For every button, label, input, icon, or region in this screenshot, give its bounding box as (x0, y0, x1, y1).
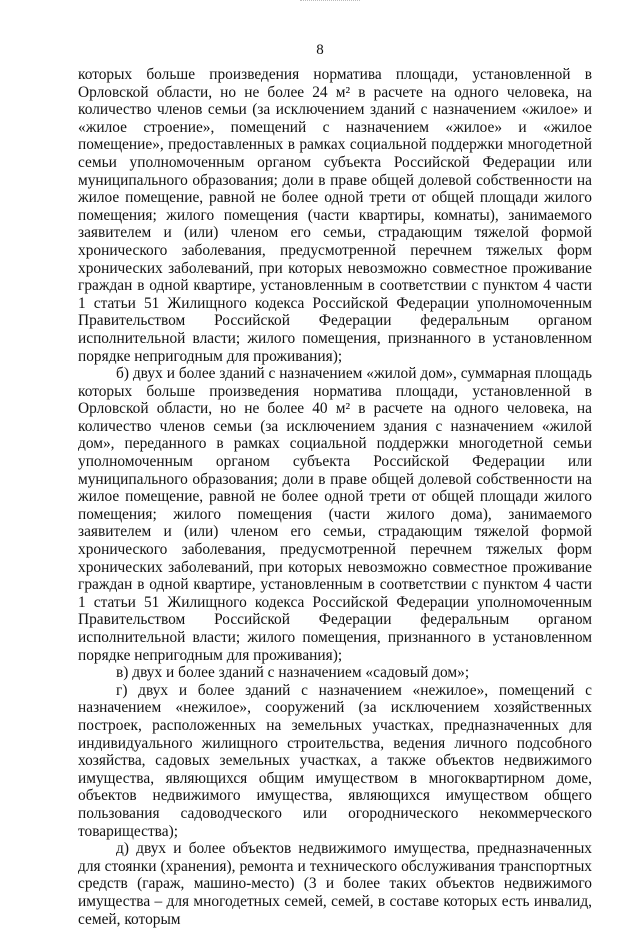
document-body (78, 66, 592, 928)
page-number: 8 (316, 42, 324, 58)
paragraph-item-v: в) двух и более зданий с назначением «садовый дом»; (116, 664, 470, 682)
paragraph-continuation: которых больше произведения норматива площади, установленной в Орловской области, но не более 24 м² в расчете на одного человека, на количество членов семьи (за исключением зданий с назначением «жилое» и «жилое строение», помещений с назначением «жилое» и «жилое помещение», предоставленных в рамках социальной поддержки многодетной семьи уполномоченным органом субъекта Российской Федерации или муниципального образования; доли в праве общей долевой собственности на жилое помещение, равной не более одной трети от общей площади жилого помещения; жилого помещения (части квартиры, комнаты), занимаемого заявителем и (или) членом его семьи, страдающим тяжелой формой хронического заболевания, предусмотренной перечнем тяжелых форм хронических заболеваний, при которых невозможно совместное проживание граждан в одной квартире, установленным в соответствии с пунктом 4 части 1 статьи 51 Жилищного кодекса Российской Федерации уполномоченным Правительством Российской Федерации федеральным органом исполнительной власти; жилого помещения, признанного в установленном порядке непригодным для проживания); (78, 66, 592, 365)
paragraph-item-b: б) двух и более зданий с назначением «жилой дом», суммарная площадь которых больше произведения норматива площади, установленной в Орловской области, но не более 40 м² в расчете на одного человека, на количество членов семьи (за исключением здания с назначением «жилой дом», переданного в рамках социальной поддержки многодетной семьи уполномоченным органом субъекта Российской Федерации или муниципального образования; доли в праве общей долевой собственности на жилое помещение, равной не более одной трети от общей площади жилого помещения; жилого помещения (части жилого дома), занимаемого заявителем и (или) членом его семьи, страдающим тяжелой формой хронического заболевания, предусмотренной перечнем тяжелых форм хронических заболеваний, при которых невозможно совместное проживание граждан в одной квартире, установленным в соответствии с пунктом 4 части 1 статьи 51 Жилищного кодекса Российской Федерации уполномоченным Правительством Российской Федерации федеральным органом исполнительной власти; жилого помещения, признанного в установленном порядке непригодным для проживания); (78, 365, 592, 664)
scan-edge-mark (300, 0, 360, 7)
paragraph-item-d: д) двух и более объектов недвижимого имущества, предназначенных для стоянки (хранения), ремонта и технического обслуживания транспортных средств (гараж, машино-место) (3 и более таких объектов недвижимого имущества – для многодетных семей, семей, в составе которых есть инвалид, семей, которым (78, 840, 592, 928)
paragraph-item-g: г) двух и более зданий с назначением «нежилое», помещений с назначением «нежилое», сооружений (за исключением хозяйственных построек, расположенных на земельных участках, предназначенных для индивидуального жилищного строительства, ведения личного подсобного хозяйства, садовых земельных участках, а также объектов недвижимого имущества, являющихся общим имуществом в многоквартирном доме, объектов недвижимого имущества, являющихся имуществом общего пользования садоводческого или огороднического некоммерческого товарищества); (78, 681, 592, 840)
